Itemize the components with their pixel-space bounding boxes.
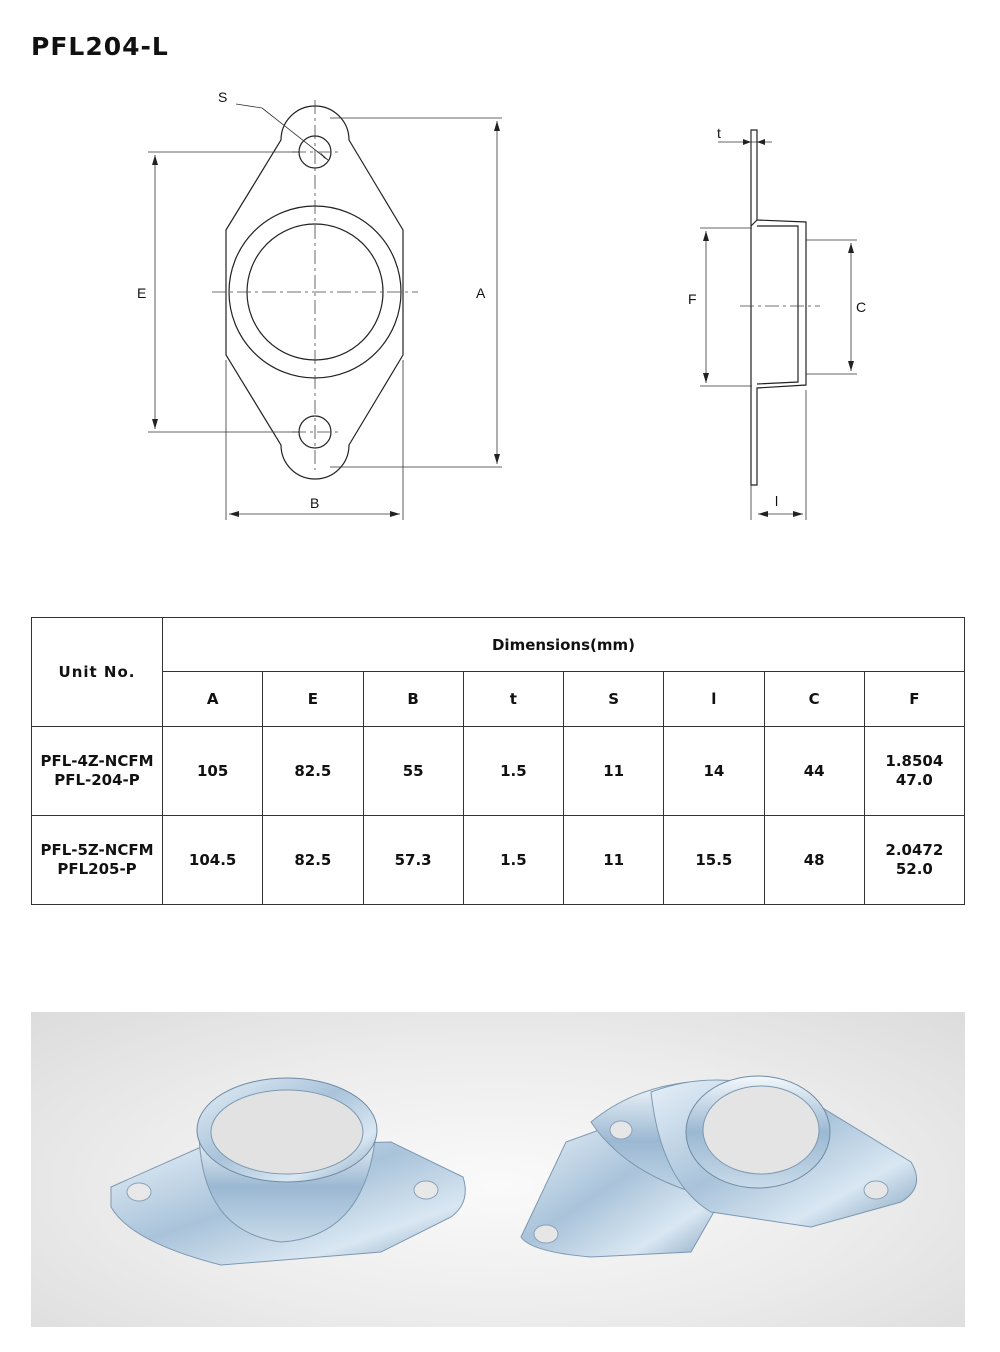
unit-no-line: PFL-5Z-NCFM <box>40 841 154 859</box>
f-cell <box>864 816 964 905</box>
dimensions-header: Dimensions(mm) <box>163 618 965 672</box>
table-row <box>32 816 965 905</box>
label-b: B <box>310 495 320 511</box>
value-cell: 104.5 <box>163 816 263 905</box>
value-cell: 1.5 <box>463 727 563 816</box>
value-cell: 11 <box>564 816 664 905</box>
flange-right <box>521 1076 917 1257</box>
flange-photo-icon <box>31 1012 965 1327</box>
col-s: S <box>564 672 664 727</box>
label-t: t <box>717 125 721 141</box>
col-l: l <box>664 672 764 727</box>
col-c: C <box>764 672 864 727</box>
label-e: E <box>137 285 147 301</box>
unit-no-header: Unit No. <box>32 618 163 727</box>
col-a: A <box>163 672 263 727</box>
col-t: t <box>463 672 563 727</box>
label-c: C <box>856 299 867 315</box>
value-cell: 48 <box>764 816 864 905</box>
unit-no-cell <box>32 816 163 905</box>
value-cell: 11 <box>564 727 664 816</box>
value-cell: 55 <box>363 727 463 816</box>
f-line: 2.0472 <box>885 841 944 859</box>
col-b: B <box>363 672 463 727</box>
technical-drawing <box>0 0 1000 560</box>
value-cell: 44 <box>764 727 864 816</box>
label-l: l <box>775 493 779 509</box>
f-line: 1.8504 <box>885 752 944 770</box>
unit-no-line: PFL-4Z-NCFM <box>40 752 154 770</box>
dimensions-table <box>31 617 965 905</box>
flange-left <box>111 1078 465 1265</box>
flange-outline <box>226 106 403 479</box>
value-cell: 105 <box>163 727 263 816</box>
value-cell: 82.5 <box>263 816 363 905</box>
f-line: 52.0 <box>895 860 933 878</box>
column-header-row <box>32 672 965 727</box>
col-e: E <box>263 672 363 727</box>
f-line: 47.0 <box>895 771 933 789</box>
value-cell: 14 <box>664 727 764 816</box>
label-a: A <box>476 285 486 301</box>
page-title: PFL204-L <box>31 32 169 61</box>
unit-no-cell <box>32 727 163 816</box>
product-photo <box>31 1012 965 1327</box>
value-cell: 82.5 <box>263 727 363 816</box>
value-cell: 15.5 <box>664 816 764 905</box>
label-f: F <box>688 291 697 307</box>
unit-no-line: PFL-204-P <box>54 771 140 789</box>
label-s: S <box>218 89 228 105</box>
unit-no-line: PFL205-P <box>57 860 137 878</box>
value-cell: 57.3 <box>363 816 463 905</box>
table-row <box>32 727 965 816</box>
col-f: F <box>864 672 964 727</box>
value-cell: 1.5 <box>463 816 563 905</box>
f-cell <box>864 727 964 816</box>
